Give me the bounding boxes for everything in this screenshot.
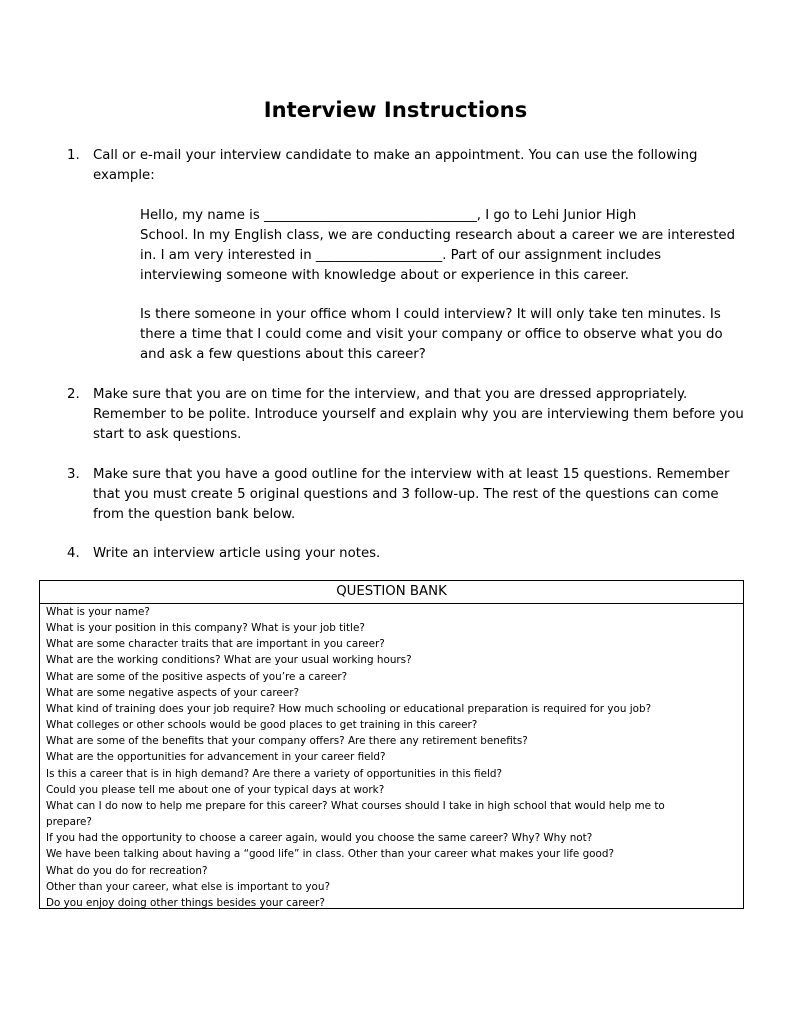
script-line: in. I am very interested in ___________________. Part of our assignment includes bbox=[140, 248, 662, 263]
step-text bbox=[93, 385, 753, 445]
example-script-paragraph-2 bbox=[140, 305, 750, 365]
question-bank-header: QUESTION BANK bbox=[40, 581, 743, 604]
question-item: Do you enjoy doing other things besides your career? bbox=[46, 896, 325, 909]
example-script-paragraph-1 bbox=[140, 206, 750, 286]
question-item: If you had the opportunity to choose a career again, would you choose the same career? Why? Why not? bbox=[46, 832, 593, 845]
question-item: What are the working conditions? What are your usual working hours? bbox=[46, 654, 412, 667]
step-line: Remember to be polite. Introduce yourself and explain why you are interviewing them before you bbox=[93, 407, 744, 422]
page-title: Interview Instructions bbox=[263, 98, 528, 122]
step-number: 4. bbox=[67, 546, 80, 561]
question-item: prepare? bbox=[46, 816, 92, 829]
step-number: 1. bbox=[67, 148, 80, 163]
step-text bbox=[93, 465, 753, 525]
step-number: 3. bbox=[67, 467, 80, 482]
step-line: that you must create 5 original questions and 3 follow-up. The rest of the questions can come bbox=[93, 487, 719, 502]
question-item: What colleges or other schools would be good places to get training in this career? bbox=[46, 719, 478, 732]
question-item: What are some of the benefits that your company offers? Are there any retirement benefits? bbox=[46, 735, 528, 748]
script-line: School. In my English class, we are conducting research about a career we are interested bbox=[140, 228, 736, 243]
step-line: Write an interview article using your notes. bbox=[93, 546, 381, 561]
script-line: Is there someone in your office whom I could interview? It will only take ten minutes. Is bbox=[140, 307, 721, 322]
question-bank-table bbox=[39, 580, 744, 909]
question-item: Could you please tell me about one of your typical days at work? bbox=[46, 783, 385, 796]
step-text bbox=[93, 544, 753, 564]
script-line: interviewing someone with knowledge about or experience in this career. bbox=[140, 268, 629, 283]
question-item: Other than your career, what else is important to you? bbox=[46, 880, 330, 893]
question-item: What are some of the positive aspects of you’re a career? bbox=[46, 670, 348, 683]
question-item: What kind of training does your job require? How much schooling or educational preparation is required for you job? bbox=[46, 702, 652, 715]
step-number: 2. bbox=[67, 387, 80, 402]
question-item: What are the opportunities for advancement in your career field? bbox=[46, 751, 386, 764]
question-item: Is this a career that is in high demand? Are there a variety of opportunities in this field? bbox=[46, 767, 502, 780]
question-item: What are some negative aspects of your career? bbox=[46, 686, 299, 699]
step-line: example: bbox=[93, 168, 155, 183]
step-line: from the question bank below. bbox=[93, 507, 296, 522]
script-line: there a time that I could come and visit your company or office to observe what you do bbox=[140, 327, 723, 342]
question-item: We have been talking about having a “good life” in class. Other than your career what makes your life good? bbox=[46, 848, 615, 861]
question-item: What can I do now to help me prepare for this career? What courses should I take in high school that would help me to bbox=[46, 799, 665, 812]
step-text bbox=[93, 146, 753, 186]
question-item: What is your position in this company? What is your job title? bbox=[46, 622, 365, 635]
question-list bbox=[40, 604, 743, 911]
step-line: Call or e-mail your interview candidate to make an appointment. You can use the following bbox=[93, 148, 698, 163]
question-item: What do you do for recreation? bbox=[46, 864, 208, 877]
step-line: Make sure that you have a good outline for the interview with at least 15 questions. Remember bbox=[93, 467, 730, 482]
step-line: start to ask questions. bbox=[93, 427, 242, 442]
question-item: What is your name? bbox=[46, 606, 150, 618]
question-item: What are some character traits that are important in you career? bbox=[46, 638, 385, 651]
script-line: Hello, my name is ________________________________, I go to Lehi Junior High bbox=[140, 208, 637, 223]
script-line: and ask a few questions about this career? bbox=[140, 347, 426, 362]
step-line: Make sure that you are on time for the interview, and that you are dressed appropriately. bbox=[93, 387, 688, 402]
